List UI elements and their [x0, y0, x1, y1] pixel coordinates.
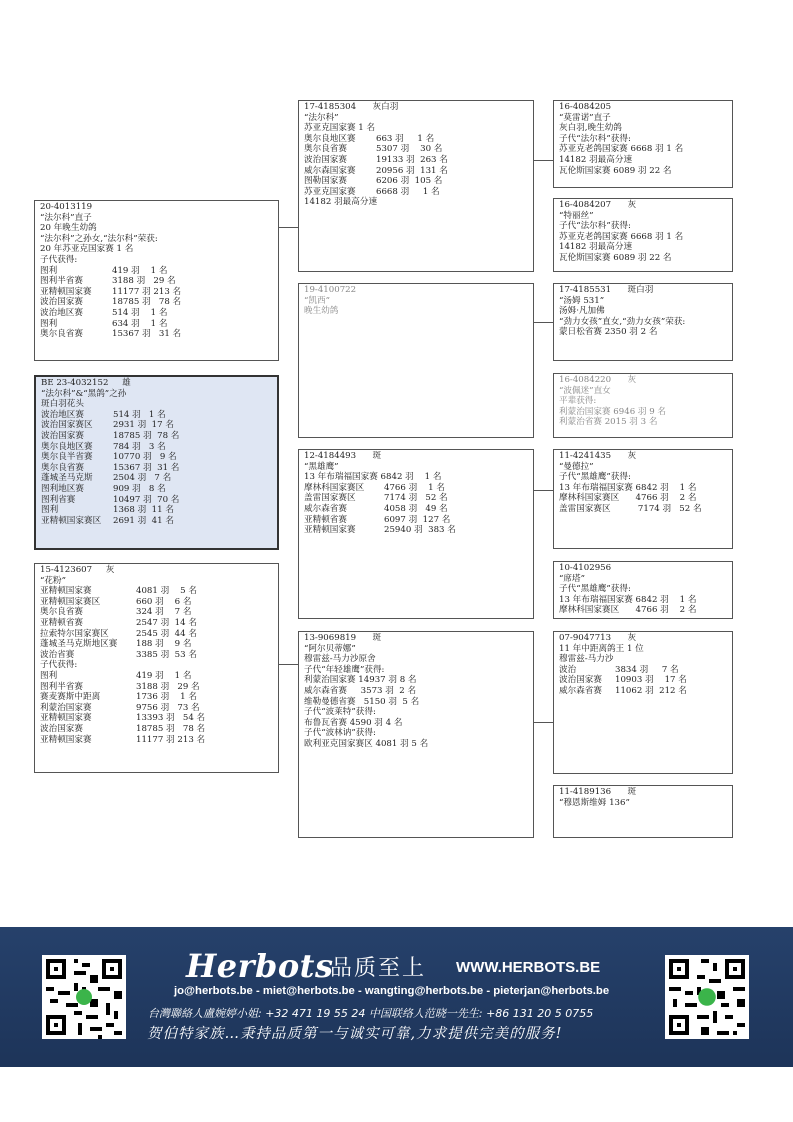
pedigree-text-line: “花粉” [40, 575, 66, 586]
race-result-row [40, 735, 273, 746]
pedigree-text-line: 摩林科国家赛区 4766 羽 2 名 [559, 605, 697, 616]
pedigree-subject [34, 375, 279, 550]
race-result: 514 羽 1 名 [112, 307, 168, 318]
pedigree-dsd [553, 561, 733, 619]
pedigree-text-line: 瓦伦斯国家赛 6089 羽 22 名 [559, 252, 672, 263]
pedigree-text-line: 苏亚克国家赛 1 名 [304, 123, 376, 134]
race-result: 18785 羽 78 名 [112, 297, 182, 308]
race-result-row [41, 463, 272, 474]
race-result: 6668 羽 1 名 [376, 186, 440, 197]
pedigree-text-line: 欧利亚克国家赛区 4081 羽 5 名 [304, 738, 429, 749]
pedigree-text-line: 子代“年轻雄鹰”获得: [304, 664, 385, 675]
race-result: 6206 羽 105 名 [376, 176, 443, 187]
race-name: 亚精顿省赛 [304, 514, 347, 525]
race-name: 赛麦赛斯中距离 [40, 692, 101, 703]
race-name: 威尔森国家赛 [304, 165, 356, 176]
pedigree-text-line: 07-9047713 灰 [559, 633, 637, 643]
pedigree-text-line: 11-4241435 灰 [559, 451, 637, 461]
race-result: 18785 羽 78 名 [136, 723, 206, 734]
race-name: 亚精顿国家赛 [304, 525, 356, 536]
race-name: 摩林科国家赛区 [304, 482, 365, 493]
race-result-row [40, 297, 273, 308]
race-result-row [304, 134, 528, 145]
race-name: 蓬城圣马克斯地区赛 [40, 639, 118, 650]
race-result-row [304, 515, 528, 526]
pedigree-text-line: 汤姆·凡加佛 [559, 306, 605, 317]
race-name: 亚精顿省赛 [40, 617, 83, 628]
pedigree-text-line: 16-4084207 灰 [559, 200, 637, 210]
race-result: 2931 羽 17 名 [113, 420, 174, 431]
race-name: 奥尔良地区赛 [304, 133, 356, 144]
pedigree-text-line: 14182 羽最高分速 [559, 154, 633, 165]
race-result: 19133 羽 263 名 [376, 154, 448, 165]
race-name: 图利半省赛 [40, 276, 83, 287]
race-result-row [41, 410, 272, 421]
race-result-row [304, 187, 528, 198]
race-result-row [304, 155, 528, 166]
pedigree-dam [34, 563, 279, 773]
pedigree-text-line: 19-4100722 [304, 285, 357, 295]
pedigree-text-line: 子代“波莱特”获得: [304, 707, 376, 718]
pedigree-text-line: 苏亚克老鸽国家赛 6668 羽 1 名 [559, 144, 684, 155]
pedigree-text-line: 12-4184493 斑 [304, 451, 382, 461]
race-name: 奥尔良省赛 [41, 462, 84, 473]
pedigree-ssd [553, 198, 733, 272]
pedigree-text-line: BE 23-4032152 雄 [41, 378, 131, 388]
race-result-row [304, 504, 528, 515]
pedigree-text-line: 平辈获得: [559, 396, 597, 407]
race-result-row [304, 483, 528, 494]
pedigree-text-line: 利蒙治省赛 2015 羽 3 名 [559, 417, 658, 428]
race-name: 图勒国家赛 [304, 176, 347, 187]
pedigree-text-line: 利蒙治国家赛 14937 羽 8 名 [304, 675, 417, 686]
race-name: 亚精顿国家赛 [40, 734, 92, 745]
race-name: 奥尔良省赛 [304, 144, 347, 155]
race-name: 图利地区赛 [41, 483, 84, 494]
race-result-row [304, 144, 528, 155]
qr-code-icon [665, 955, 749, 1039]
race-name: 波治国家赛 [40, 297, 83, 308]
race-result: 4766 羽 1 名 [384, 482, 445, 493]
pedigree-text-line: 维勒曼德省赛 5150 羽 5 名 [304, 696, 420, 707]
pedigree-text-line: 苏亚克老鸽国家赛 6668 羽 1 名 [559, 231, 684, 242]
race-result: 20956 羽 131 名 [376, 165, 448, 176]
connector [278, 664, 298, 665]
pedigree-text-line: “劲力女孩”直女,“劲力女孩”荣获: [559, 316, 686, 327]
race-result-row [40, 618, 273, 629]
race-result-row [41, 420, 272, 431]
race-name: 波治省赛 [40, 649, 75, 660]
race-result-row [304, 166, 528, 177]
race-result-row [40, 713, 273, 724]
pedigree-text-line: “法尔科” [304, 112, 339, 123]
race-result-row [41, 431, 272, 442]
race-result: 634 羽 1 名 [112, 318, 168, 329]
race-result: 11177 羽 213 名 [136, 734, 206, 745]
pedigree-text-line: 17-4185531 斑白羽 [559, 285, 654, 295]
pedigree-text-line: “法尔科”之孙女,“法尔科”荣获: [40, 233, 158, 244]
race-result: 18785 羽 78 名 [113, 430, 180, 441]
brand-slogan: 品质至上 [330, 956, 427, 981]
pedigree-text-line: “莫雷诺”直子 [559, 112, 611, 123]
website-link[interactable]: WWW.HERBOTS.BE [456, 959, 601, 976]
pedigree-text-line: 穆雷兹-马力沙原舍 [304, 654, 376, 665]
race-result: 188 羽 9 名 [136, 639, 192, 650]
race-result-row [41, 516, 272, 527]
race-result-row [40, 329, 273, 340]
pedigree-text-line: 子代“法尔科”获得: [559, 133, 631, 144]
race-name: 波治 [559, 664, 577, 675]
race-result: 5307 羽 30 名 [376, 144, 443, 155]
race-name: 波治国家赛 [40, 723, 83, 734]
race-name: 图利 [40, 670, 58, 681]
race-result: 15367 羽 31 名 [113, 462, 180, 473]
race-result-row [40, 692, 273, 703]
race-result-row [40, 319, 273, 330]
race-result: 11177 羽 213 名 [112, 286, 182, 297]
pedigree-dam-sire [298, 449, 534, 619]
pedigree-sss [553, 100, 733, 188]
race-result-row [40, 629, 273, 640]
pedigree-text-line: 20 年苏亚克国家赛 1 名 [40, 244, 134, 255]
race-result-row [41, 442, 272, 453]
pedigree-sire [34, 200, 279, 361]
race-result: 419 羽 1 名 [112, 265, 168, 276]
race-result: 1368 羽 11 名 [113, 505, 174, 516]
pedigree-ddd [553, 785, 733, 838]
pedigree-text-line: 威尔森省赛 3573 羽 2 名 [304, 685, 417, 696]
race-result-row [40, 597, 273, 608]
pedigree-text-line: 11 年中距离鸽王 1 位 [559, 643, 644, 654]
pedigree-dam-dam [298, 631, 534, 838]
pedigree-text-line: 20 年晚生幼鸽 [40, 223, 97, 234]
race-result: 4081 羽 5 名 [136, 586, 197, 597]
race-result: 419 羽 1 名 [136, 670, 192, 681]
race-name: 图利 [40, 265, 58, 276]
race-result: 10770 羽 9 名 [113, 452, 177, 463]
pedigree-text-line: 盖雷国家赛区 7174 羽 52 名 [559, 503, 702, 514]
pedigree-text-line: 摩林科国家赛区 4766 羽 2 名 [559, 493, 697, 504]
race-result: 2547 羽 14 名 [136, 617, 197, 628]
contact-phones: 台灣聯絡人盧婉婷小姐: +32 471 19 55 24 中国联络人范晓一先生: +86 131 20 5 0755 [148, 1007, 594, 1020]
race-result: 3188 羽 29 名 [136, 681, 200, 692]
footer-banner [0, 927, 793, 1067]
race-result-row [40, 266, 273, 277]
race-name: 盖雷国家赛区 [304, 493, 356, 504]
race-result: 663 羽 1 名 [376, 133, 435, 144]
race-result-row [40, 308, 273, 319]
company-motto: 贺伯特家族…秉持品质第一与诚实可靠,力求提供完美的服务! [147, 1026, 563, 1042]
race-result: 2545 羽 44 名 [136, 628, 197, 639]
race-result: 10903 羽 17 名 [615, 675, 687, 686]
pedigree-text-line: “凯西” [304, 295, 330, 306]
pedigree-sire-sire [298, 100, 534, 272]
pedigree-text-line: 13 年布瑞福国家赛 6842 羽 1 名 [304, 472, 442, 483]
pedigree-text-line: 15-4123607 灰 [40, 565, 115, 575]
race-result: 10497 羽 70 名 [113, 494, 180, 505]
pedigree-sds [553, 283, 733, 361]
qr-code-icon [42, 955, 126, 1039]
pedigree-text-line: 17-4185304 灰白羽 [304, 102, 399, 112]
race-result-row [304, 176, 528, 187]
race-name: 图利半省赛 [40, 681, 83, 692]
race-name: 图利 [41, 505, 59, 516]
pedigree-text-line: 灰白羽,晚生幼鸽 [559, 123, 622, 134]
race-result-row [40, 639, 273, 650]
race-result: 2504 羽 7 名 [113, 473, 172, 484]
race-name: 波治国家赛区 [41, 420, 93, 431]
pedigree-text-line: 斑白羽花头 [41, 399, 84, 410]
race-result-row [40, 276, 273, 287]
pedigree-text-line: “波佩迷”直女 [559, 385, 611, 396]
race-result: 514 羽 1 名 [113, 409, 166, 420]
race-name: 威尔森省赛 [304, 503, 347, 514]
race-name: 奥尔良地区赛 [41, 441, 93, 452]
race-result: 784 羽 3 名 [113, 441, 166, 452]
race-result: 9756 羽 73 名 [136, 702, 200, 713]
pedigree-text-line: 20-4013119 [40, 202, 93, 212]
pedigree-sdd [553, 373, 733, 438]
pedigree-text-line: 11-4189136 斑 [559, 787, 637, 797]
race-name: 奥尔良省赛 [40, 329, 83, 340]
race-result-row [559, 665, 727, 676]
race-result: 4058 羽 49 名 [384, 503, 448, 514]
race-result: 6097 羽 127 名 [384, 514, 451, 525]
pedigree-text-line: 10-4102956 [559, 563, 612, 573]
race-result-row [40, 586, 273, 597]
connector [533, 722, 553, 723]
pedigree-text-line: 晚生幼鸽 [304, 306, 339, 317]
race-result-row [41, 495, 272, 506]
race-result-row [40, 650, 273, 661]
pedigree-text-line: 子代获得: [40, 660, 78, 671]
race-name: 亚精顿国家赛 [40, 713, 92, 724]
race-result: 3834 羽 7 名 [615, 664, 679, 675]
pedigree-text-line: 瓦伦斯国家赛 6089 羽 22 名 [559, 165, 672, 176]
pedigree-text-line: 利蒙治国家赛 6946 羽 9 名 [559, 406, 667, 417]
race-result-row [40, 287, 273, 298]
race-name: 威尔森省赛 [559, 685, 602, 696]
pedigree-text-line: 13-9069819 斑 [304, 633, 382, 643]
pedigree-text-line: “阿尔贝蒂娜” [304, 643, 356, 654]
race-result-row [41, 505, 272, 516]
race-result-row [40, 682, 273, 693]
pedigree-text-line: 蒙日松省赛 2350 羽 2 名 [559, 327, 658, 338]
pedigree-text-line: 子代“黑雄鹰”获得: [559, 472, 631, 483]
race-name: 亚精顿国家赛区 [41, 515, 102, 526]
pedigree-dss [553, 449, 733, 549]
race-name: 奥尔良省赛 [40, 607, 83, 618]
race-name: 图利 [40, 318, 58, 329]
race-name: 波治国家赛 [559, 675, 602, 686]
race-result-row [559, 675, 727, 686]
race-result: 324 羽 7 名 [136, 607, 192, 618]
race-result-row [40, 724, 273, 735]
brand-logo: Herbots [186, 947, 334, 985]
pedigree-text-line: 13 年布瑞福国家赛 6842 羽 1 名 [559, 594, 697, 605]
race-result-row [304, 525, 528, 536]
race-name: 奥尔良半省赛 [41, 452, 93, 463]
race-result-row [40, 607, 273, 618]
race-result-row [41, 452, 272, 463]
pedigree-text-line: “特丽丝” [559, 210, 594, 221]
race-result: 909 羽 8 名 [113, 483, 166, 494]
pedigree-text-line: 子代“波林讷”获得: [304, 728, 376, 739]
pedigree-text-line: 14182 羽最高分速 [559, 242, 633, 253]
race-result-row [304, 493, 528, 504]
connector [533, 490, 553, 491]
contact-emails[interactable]: jo@herbots.be - miet@herbots.be - wangting@herbots.be - pieterjan@herbots.be [174, 985, 610, 997]
pedigree-text-line: 16-4084205 [559, 102, 612, 112]
race-result: 2691 羽 41 名 [113, 515, 174, 526]
pedigree-sire-dam [298, 283, 534, 438]
race-result: 15367 羽 31 名 [112, 329, 182, 340]
connector [278, 227, 298, 228]
race-result: 25940 羽 383 名 [384, 525, 456, 536]
connector [533, 322, 553, 323]
race-result-row [559, 686, 727, 697]
pedigree-text-line: 布鲁瓦省赛 4590 羽 4 名 [304, 717, 403, 728]
race-result: 3188 羽 29 名 [112, 276, 176, 287]
pedigree-text-line: “汤姆 531” [559, 295, 605, 306]
race-name: 图利省赛 [41, 494, 76, 505]
pedigree-text-line: “曼德拉” [559, 461, 594, 472]
race-result: 13393 羽 54 名 [136, 713, 206, 724]
connector [533, 160, 553, 161]
race-name: 利蒙治国家赛 [40, 702, 92, 713]
race-name: 亚精顿国家赛 [40, 286, 92, 297]
race-result: 11062 羽 212 名 [615, 685, 687, 696]
pedigree-text-line: 子代获得: [40, 254, 78, 265]
race-result: 660 羽 6 名 [136, 596, 192, 607]
race-name: 亚精顿国家赛 [40, 586, 92, 597]
race-result: 3385 羽 53 名 [136, 649, 197, 660]
pedigree-text-line: 13 年布瑞福国家赛 6842 羽 1 名 [559, 482, 697, 493]
pedigree-text-line: “黑雄鹰” [304, 461, 339, 472]
pedigree-text-line: “法尔科”&“黑鸽”之孙 [41, 388, 127, 399]
pedigree-text-line: “席塔” [559, 573, 585, 584]
race-name: 蓬城圣马克斯 [41, 473, 93, 484]
race-result: 1736 羽 1 名 [136, 692, 197, 703]
race-name: 苏亚克国家赛 [304, 186, 356, 197]
race-result: 7174 羽 52 名 [384, 493, 448, 504]
race-result-row [41, 473, 272, 484]
race-result-row [41, 484, 272, 495]
race-name: 拉索特尔国家赛区 [40, 628, 109, 639]
pedigree-dds [553, 631, 733, 774]
race-result-row [40, 671, 273, 682]
race-name: 波治国家赛 [304, 154, 347, 165]
pedigree-text-line: 子代“黑雄鹰”获得: [559, 584, 631, 595]
pedigree-text-line: 14182 羽最高分速 [304, 197, 378, 208]
pedigree-text-line: “法尔科”直子 [40, 212, 92, 223]
race-name: 波治国家赛 [41, 430, 84, 441]
race-result-row [40, 703, 273, 714]
race-name: 波治地区赛 [41, 409, 84, 420]
pedigree-text-line: 16-4084220 灰 [559, 375, 637, 385]
race-name: 亚精顿国家赛区 [40, 596, 101, 607]
pedigree-text-line: “穆恩斯维姆 136” [559, 797, 630, 808]
pedigree-text-line: 穆雷兹-马力沙 [559, 654, 614, 665]
race-name: 波治地区赛 [40, 307, 83, 318]
pedigree-text-line: 子代“法尔科”获得: [559, 221, 631, 232]
